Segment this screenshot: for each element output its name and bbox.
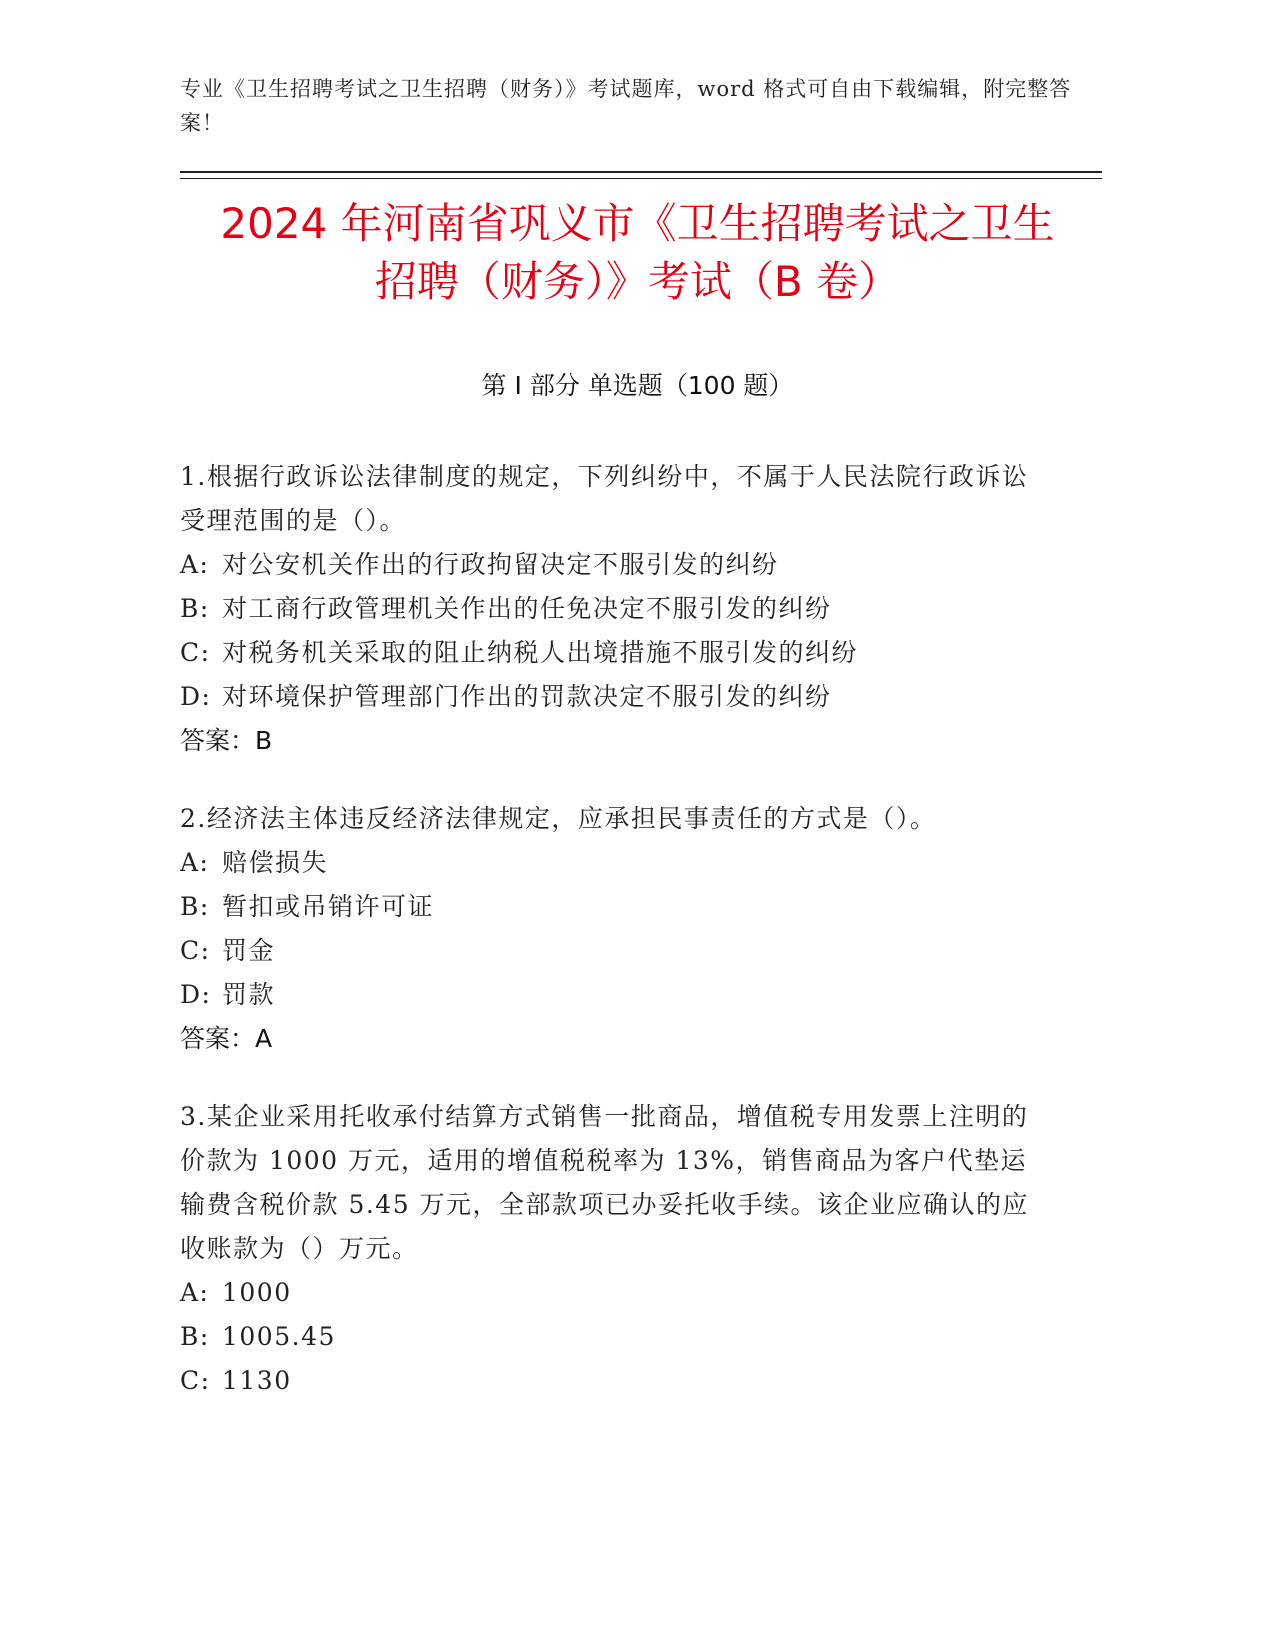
option-key: A:	[180, 1278, 210, 1307]
option-text: 1130	[222, 1366, 292, 1395]
question-2-option-d	[180, 973, 1040, 1017]
question-1-answer: 答案：B	[180, 726, 273, 755]
question-3-option-c	[180, 1359, 1040, 1403]
option-text: 对环境保护管理部门作出的罚款决定不服引发的纠纷	[222, 682, 832, 711]
question-1-option-b	[180, 587, 1040, 631]
question-2-option-b	[180, 885, 1040, 929]
option-text: 1000	[222, 1278, 292, 1307]
question-list	[180, 455, 1040, 1437]
option-text: 对税务机关采取的阻止纳税人出境措施不服引发的纠纷	[222, 638, 859, 667]
question-1-stem: 1.根据行政诉讼法律制度的规定，下列纠纷中，不属于人民法院行政诉讼受理范围的是（）。	[180, 462, 1029, 535]
question-1-option-c	[180, 631, 1040, 675]
option-key: D:	[180, 682, 212, 711]
option-key: A:	[180, 848, 210, 877]
question-2	[180, 797, 1040, 1061]
option-text: 1005.45	[222, 1322, 336, 1351]
header-divider-top	[180, 171, 1102, 173]
question-3-option-a	[180, 1271, 1040, 1315]
option-text: 对公安机关作出的行政拘留决定不服引发的纠纷	[222, 550, 779, 579]
option-key: B:	[180, 594, 210, 623]
option-text: 对工商行政管理机关作出的任免决定不服引发的纠纷	[222, 594, 832, 623]
question-2-option-c	[180, 929, 1040, 973]
question-2-stem: 2.经济法主体违反经济法律规定，应承担民事责任的方式是（）。	[180, 804, 937, 833]
option-key: C:	[180, 1366, 211, 1395]
option-key: B:	[180, 1322, 210, 1351]
question-3	[180, 1095, 1040, 1403]
option-key: A:	[180, 550, 210, 579]
option-text: 暂扣或吊销许可证	[222, 892, 435, 921]
option-text: 赔偿损失	[222, 848, 329, 877]
option-key: C:	[180, 638, 211, 667]
question-3-option-b	[180, 1315, 1040, 1359]
option-text: 罚款	[222, 980, 276, 1009]
option-key: D:	[180, 980, 212, 1009]
header-divider-bottom	[180, 178, 1102, 179]
header-note: 专业《卫生招聘考试之卫生招聘（财务）》考试题库，word 格式可自由下载编辑，附完整答案！	[180, 77, 1072, 135]
option-key: B:	[180, 892, 210, 921]
question-2-answer: 答案：A	[180, 1024, 273, 1053]
document-title	[150, 195, 1125, 311]
question-1-option-d	[180, 675, 1040, 719]
section-title: 第 I 部分 单选题（100 题）	[481, 371, 794, 400]
option-text: 罚金	[222, 936, 276, 965]
question-1	[180, 455, 1040, 763]
question-1-option-a	[180, 543, 1040, 587]
question-2-option-a	[180, 841, 1040, 885]
option-key: C:	[180, 936, 211, 965]
question-3-stem: 3.某企业采用托收承付结算方式销售一批商品，增值税专用发票上注明的价款为 1000 万元，适用的增值税税率为 13%，销售商品为客户代垫运输费含税价款 5.45 万元，全部款项已办妥托收手续。该企业应确认的应收账款为（）万元。	[180, 1102, 1030, 1263]
document-title-line-2: 招聘（财务）》考试（B 卷）	[374, 257, 901, 306]
document-title-line-1: 2024 年河南省巩义市《卫生招聘考试之卫生	[220, 199, 1055, 248]
